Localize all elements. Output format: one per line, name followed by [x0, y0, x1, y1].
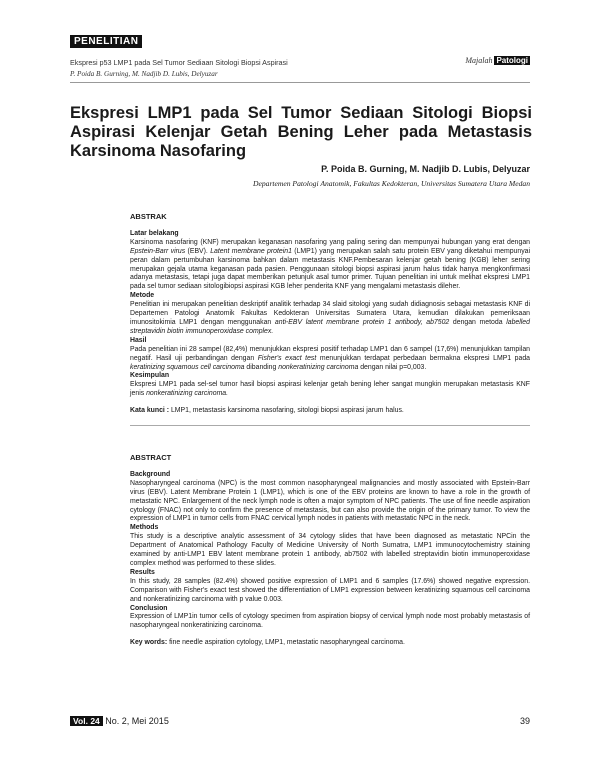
issue-text: No. 2, Mei 2015: [102, 716, 169, 726]
journal-logo: Patologi: [496, 56, 528, 65]
section-divider: [130, 425, 530, 426]
page-number: 39: [519, 716, 530, 726]
conclusion-text: Expression of LMP1in tumor cells of cytology specimen from aspiration biopsy of cervical lymph node most probably metastasis of nasopharyngeal nonkeratinizing carcinoma.: [130, 613, 530, 630]
abstrak-section: [130, 213, 530, 426]
methods-heading: Methods: [130, 524, 159, 532]
results-text: In this study, 28 samples (82.4%) showed positive expression of LMP1 and 6 samples (17.6%) showed negative expression. Comparison with Fisher's exact test showed the differentiation of LMP1 expression between keratinizing squamous cell carcinoma and nonkeratinizing carcinoma with p value 0.003.: [130, 577, 530, 603]
key-words: Key words: fine needle aspiration cytology, LMP1, metastatic nasopharyngeal carcinoma.: [130, 639, 405, 647]
journal-prefix: Majalah: [465, 56, 493, 65]
article-authors: P. Poida B. Gurning, M. Nadjib D. Lubis, Delyuzar: [321, 164, 530, 174]
page-footer: [70, 716, 530, 726]
running-authors: P. Poida B. Gurning, M. Nadjib D. Lubis, Delyuzar: [70, 70, 218, 78]
journal-name: [465, 56, 530, 65]
abstrak-heading: ABSTRAK: [130, 212, 167, 221]
results-heading: Results: [130, 568, 155, 576]
kata-kunci: Kata kunci : LMP1, metastasis karsinoma nasofaring, sitologi biopsi aspirasi jarum halus.: [130, 407, 404, 415]
background-heading: Background: [130, 470, 171, 478]
abstract-heading: ABSTRACT: [130, 453, 172, 462]
header-divider: [70, 82, 530, 83]
conclusion-heading: Conclusion: [130, 604, 168, 612]
latar-heading: Latar belakang: [130, 229, 179, 237]
hasil-text: Pada penelitian ini 28 sampel (82,4%) menunjukkan ekspresi positif terhadap LMP1 dan 6 sampel (17,6%) menunjukkan tampilan negatif. Hasil uji perbandingan dengan Fisher's exact test menunjukkan terdapat perbedaan bermakna ekspresi LMP1 pada keratinizing squamous cell carcinoma dibanding nonkeratinizing carcinoma dengan nilai p=0,003.: [130, 345, 530, 371]
hasil-heading: Hasil: [130, 336, 147, 344]
article-title: Ekspresi LMP1 pada Sel Tumor Sediaan Sitologi Biopsi Aspirasi Kelenjar Getah Bening Leher pada Metastasis Karsinoma Nasofaring: [70, 104, 532, 160]
metode-heading: Metode: [130, 292, 155, 300]
article-affiliation: Departemen Patologi Anatomik, Fakultas Kedokteran, Universitas Sumatera Utara Medan: [253, 179, 530, 188]
latar-text: Karsinoma nasofaring (KNF) merupakan keganasan nasofaring yang paling sering dan mempunyai hubungan yang erat dengan Epstein-Barr virus (EBV). Latent membrane protein1 (LMP1) yang merupakan salah satu protein EBV yang diketahui mempunyai peran dalam pertumbuhan karsinoma bahkan dalam metastasis KNF.Pembesaran kelenjar getah bening (KGB) leher sering merupakan gejala utama keganasan pada pasien. Penggunaan sitologi biopsi aspirasi jarum halus tidak hanya mengkonfirmasi adanya metastasis, tetapi juga dapat memberikan petunjuk asal tumor primer. Tujuan penelitian ini untuk melihat ekspresi LMP1 pada sel tumor sediaan sitologibiopsi aspirasi KGB leher penderita KNF yang mengalami metastasis dileher.: [130, 238, 530, 291]
background-text: Nasopharyngeal carcinoma (NPC) is the most common nasopharyngeal malignancies and mostly associated with Epstein-Barr virus (EBV). Latent Membrane Protein 1 (LMP1), which is one of the EBV proteins are known to have a role in the growth of metastatic NPC. Enlargement of the neck lymph node is often a major symptom of NPC patients. The use of fine needle aspiration cytology (FNAC) not only to confirm the presence of metastasis, but can also provide the origin of the primary tumor. To view the expression of LMP1 in tumor cells from FNAC cervical lymph nodes in patients with metastatic NPC in the neck.: [130, 479, 530, 523]
abstract-section: [130, 454, 530, 648]
kesimpulan-heading: Kesimpulan: [130, 372, 170, 380]
kesimpulan-text: Ekspresi LMP1 pada sel-sel tumor hasil biopsi aspirasi kelenjar getah bening leher sangat mungkin merupakan metastasis KNF jenis nonkeratinizing carcinoma.: [130, 381, 530, 398]
methods-text: This study is a descriptive analytic assessment of 34 cytology slides that have been diagnosed as metastatic NPCin the Department of Anatomical Pathology Faculty of Medicine University of North Sumatra, LMP1 immunocytochemistry staining examined by anti-LMP1 EBV latent membrane protein 1 antibody, ab7502 with labelled streptavidin biotin immunoperoxidase complex method was performed to these slides.: [130, 533, 530, 567]
running-title: Ekspresi p53 LMP1 pada Sel Tumor Sediaan Sitologi Biopsi Aspirasi: [70, 58, 288, 67]
volume-badge: Vol. 24: [70, 716, 103, 726]
section-badge: PENELITIAN: [70, 35, 142, 48]
metode-text: Penelitian ini merupakan penelitian deskriptif analitik terhadap 34 slaid sitologi yang sudah didiagnosis sebagai metastasis KNF di Departemen Patologi Anatomik Fakultas Kedokteran Universitas Sumatera Utara, kemudian dilakukan pemeriksaan imunositokimia LMP1 dengan menggunakan anti-EBV latent membrane protein 1 antibody, ab7502 dengan metoda labelled streptavidin biotin immunoperoxidase complex.: [130, 301, 530, 335]
